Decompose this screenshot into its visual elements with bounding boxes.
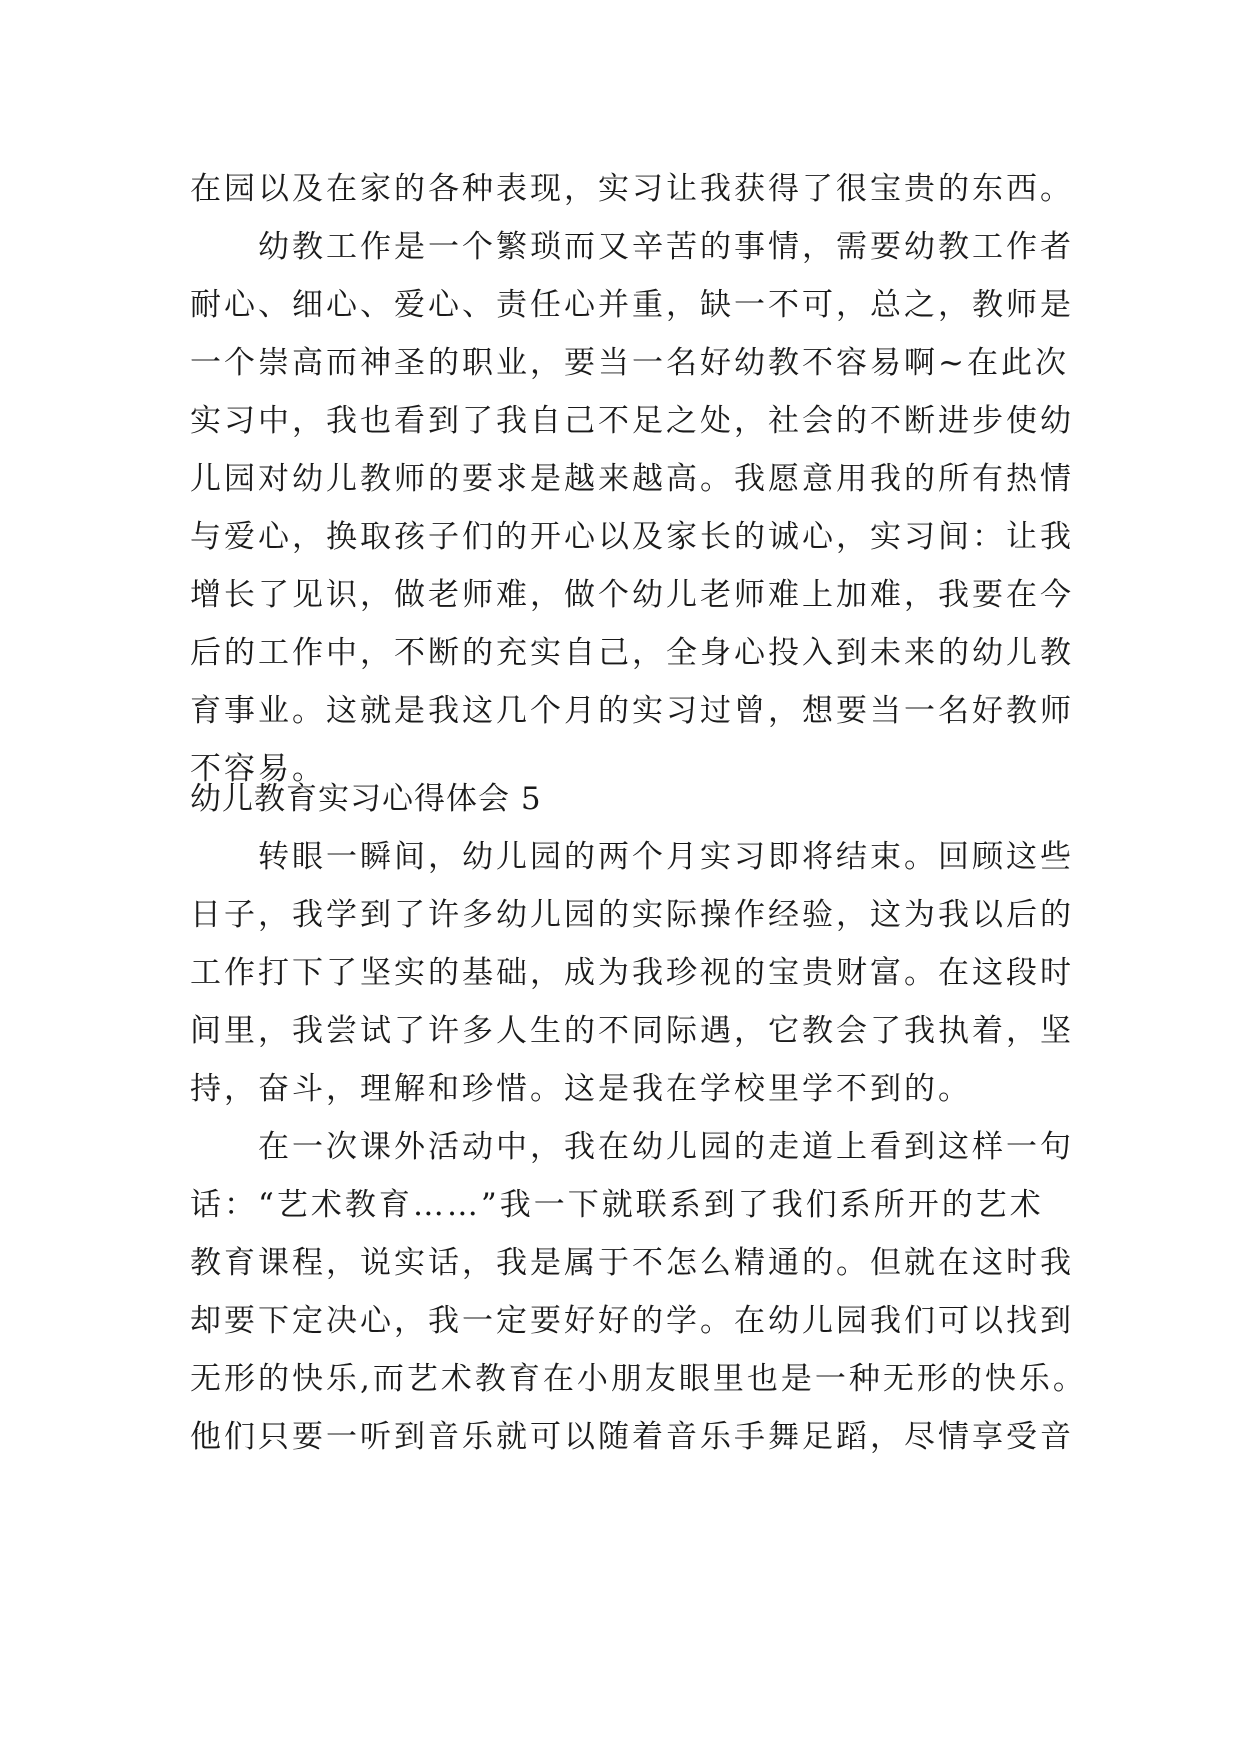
paragraph-line: 育事业。这就是我这几个月的实习过曾，想要当一名好教师 <box>190 693 1074 729</box>
paragraph-line: 工作打下了坚实的基础，成为我珍视的宝贵财富。在这段时 <box>190 955 1074 991</box>
paragraph-line: 幼教工作是一个繁琐而又辛苦的事情，需要幼教工作者 <box>190 229 1074 265</box>
paragraph-line: 不容易。 <box>190 751 326 787</box>
paragraph-line: 一个崇高而神圣的职业，要当一名好幼教不容易啊~在此次 <box>190 345 1069 381</box>
section-heading: 幼儿教育实习心得体会 5 <box>190 781 542 817</box>
text-section-continued <box>190 160 1074 798</box>
paragraph-line: 增长了见识，做老师难，做个幼儿老师难上加难，我要在今 <box>190 577 1074 613</box>
paragraph-line: 儿园对幼儿教师的要求是越来越高。我愿意用我的所有热情 <box>190 461 1074 497</box>
paragraph-line: 与爱心，换取孩子们的开心以及家长的诚心，实习间：让我 <box>190 519 1074 555</box>
paragraph-line: 在一次课外活动中，我在幼儿园的走道上看到这样一句 <box>190 1129 1074 1165</box>
paragraph-line: 话：“艺术教育……”我一下就联系到了我们系所开的艺术 <box>190 1187 1044 1223</box>
paragraph-line: 在园以及在家的各种表现，实习让我获得了很宝贵的东西。 <box>190 171 1074 207</box>
paragraph-line: 后的工作中，不断的充实自己，全身心投入到未来的幼儿教 <box>190 635 1074 671</box>
paragraph-line: 日子，我学到了许多幼儿园的实际操作经验，这为我以后的 <box>190 897 1074 933</box>
paragraph-line: 转眼一瞬间，幼儿园的两个月实习即将结束。回顾这些 <box>190 839 1074 875</box>
paragraph-line: 无形的快乐,而艺术教育在小朋友眼里也是一种无形的快乐。 <box>190 1361 1087 1397</box>
text-section-5 <box>190 770 1087 1466</box>
paragraph-line: 他们只要一听到音乐就可以随着音乐手舞足蹈，尽情享受音 <box>190 1419 1074 1455</box>
paragraph-line: 耐心、细心、爱心、责任心并重，缺一不可，总之，教师是 <box>190 287 1074 323</box>
paragraph-line: 持，奋斗，理解和珍惜。这是我在学校里学不到的。 <box>190 1071 972 1107</box>
paragraph-line: 间里，我尝试了许多人生的不同际遇，它教会了我执着，坚 <box>190 1013 1074 1049</box>
paragraph-line: 实习中，我也看到了我自己不足之处，社会的不断进步使幼 <box>190 403 1074 439</box>
paragraph-line: 教育课程，说实话，我是属于不怎么精通的。但就在这时我 <box>190 1245 1074 1281</box>
paragraph-line: 却要下定决心，我一定要好好的学。在幼儿园我们可以找到 <box>190 1303 1074 1339</box>
